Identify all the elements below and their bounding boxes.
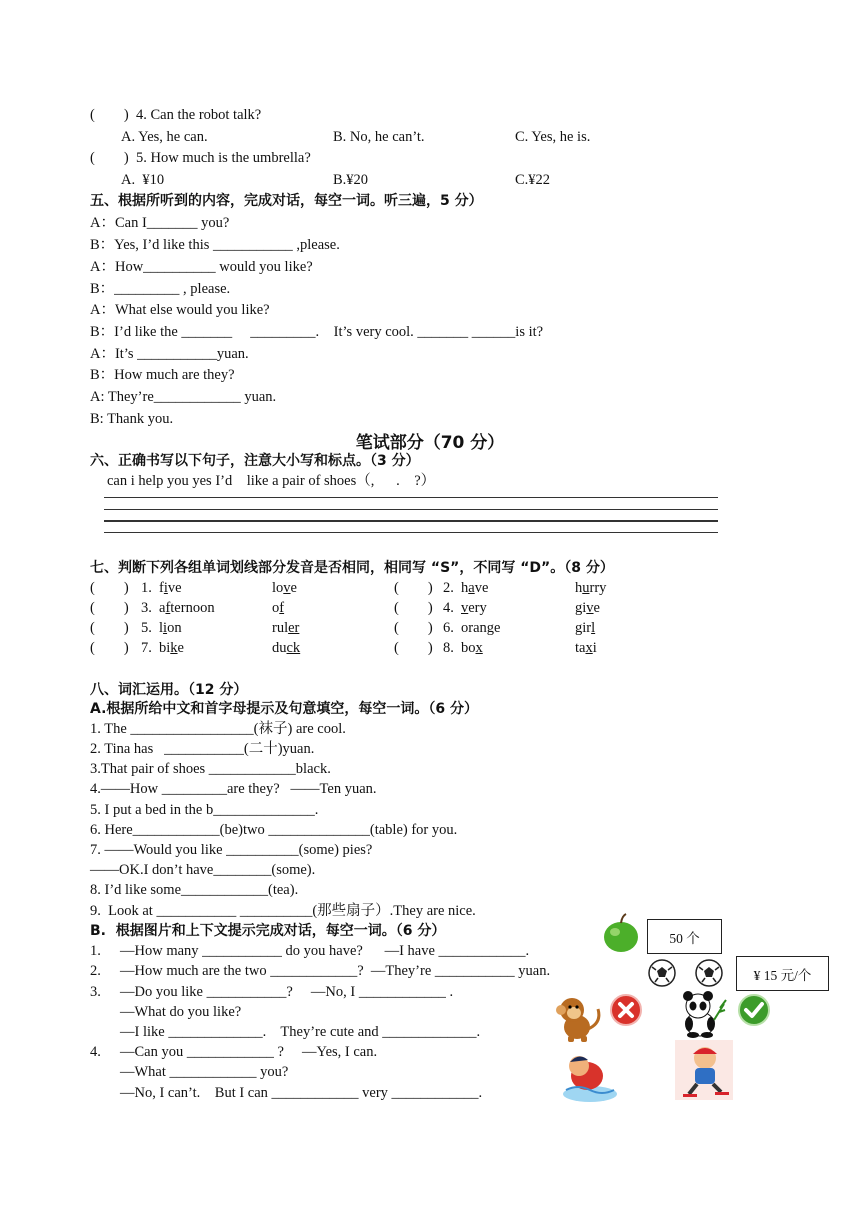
item-number: 5. — [141, 620, 152, 636]
item-number: 3. — [141, 600, 152, 616]
word-b — [272, 639, 300, 657]
word-a — [159, 579, 182, 597]
dialog-line: —No, I can’t. But I can ____________ very ____________. — [120, 1085, 483, 1101]
word-part: ta — [575, 640, 586, 656]
dialog-line: B: Thank you. — [90, 411, 174, 427]
apple-count-box: 50 个 — [647, 919, 722, 954]
q4-stem: 4. Can the robot talk? — [136, 107, 262, 123]
dialog-number: 1. — [90, 943, 101, 959]
word-part: o — [272, 600, 280, 616]
word-b — [272, 619, 299, 637]
word-part: bi — [159, 640, 171, 656]
section8-title: 八、词汇运用。（12 分） — [90, 682, 248, 698]
part-b-title: B. 根据图片和上下文提示完成对话，每空一词。（6 分） — [90, 923, 446, 939]
fill-in-item: 8. I’d like some____________(tea). — [90, 882, 299, 898]
q5-paren[interactable]: ( ) — [90, 150, 129, 166]
fill-in-item: 4.——How _________are they? ——Ten yuan. — [90, 781, 377, 797]
dialog-line: B：How much are they? — [90, 367, 235, 383]
written-part-title: 笔试部分（70 分） — [355, 433, 505, 453]
section5-title: 五、根据所听到的内容，完成对话，每空一词。听三遍，5 分） — [90, 193, 483, 209]
writing-line[interactable] — [104, 509, 718, 510]
writing-line[interactable] — [104, 497, 718, 498]
check-mark-icon — [737, 993, 771, 1027]
underlined-letters: i — [163, 580, 168, 596]
word-part: ternoon — [170, 600, 215, 616]
dialog-line: A：How__________ would you like? — [90, 259, 313, 275]
underlined-letters: k — [170, 640, 178, 656]
panda-icon — [676, 990, 728, 1038]
word-b — [575, 619, 595, 637]
dialog-line: —Do you like ___________? —No, I ____________ . — [120, 984, 454, 1000]
q4-option-b: B. No, he can’t. — [333, 129, 425, 145]
section6-sentence: can i help you yes I’d like a pair of shoes（, . ?） — [107, 473, 436, 489]
underlined-letters: x — [585, 640, 593, 656]
dialog-line: —I like _____________. They’re cute and _____________. — [120, 1024, 481, 1040]
q5-option-b: B.¥20 — [333, 172, 369, 188]
q5-option-c: C.¥22 — [515, 172, 551, 188]
word-a — [159, 619, 182, 637]
fill-in-item: 1. The _________________(袜子) are cool. — [90, 721, 346, 737]
dialog-line: A：It’s ___________yuan. — [90, 346, 249, 362]
underlined-letters: v — [586, 600, 594, 616]
word-b — [272, 599, 284, 617]
word-b — [575, 579, 606, 597]
word-a — [461, 619, 500, 637]
skating-boy-icon — [675, 1040, 733, 1100]
word-part: lo — [272, 580, 284, 596]
q4-paren[interactable]: ( ) — [90, 107, 129, 123]
word-part: gir — [575, 620, 592, 636]
word-part: gi — [575, 600, 587, 616]
dialog-line: A: They’re____________ yuan. — [90, 389, 277, 405]
word-part: orange — [461, 620, 501, 636]
underlined-letters: ck — [286, 640, 301, 656]
word-part: rry — [589, 580, 607, 596]
word-part: i — [592, 640, 597, 656]
apple-icon — [600, 912, 642, 954]
answer-blank[interactable]: ( ) — [394, 600, 433, 616]
dialog-line: A：Can I_______ you? — [90, 215, 230, 231]
dialog-line: —What do you like? — [120, 1004, 242, 1020]
word-a — [461, 639, 483, 657]
fill-in-item: 7. ——Would you like __________(some) pies? — [90, 842, 373, 858]
word-part: bo — [461, 640, 476, 656]
word-part: h — [461, 580, 469, 596]
underlined-letters: f — [279, 600, 285, 616]
ball-price-box: ¥ 15 元/个 — [736, 956, 829, 991]
underlined-letters: f — [165, 600, 171, 616]
dialog-line: —Can you ____________ ? —Yes, I can. — [120, 1044, 378, 1060]
dialog-number: 2. — [90, 963, 101, 979]
monkey-icon — [548, 993, 606, 1043]
item-number: 8. — [443, 640, 454, 656]
word-part: l — [159, 620, 164, 636]
dialog-number: 3. — [90, 984, 101, 1000]
item-number: 1. — [141, 580, 152, 596]
soccer-ball-icon — [694, 958, 724, 988]
word-b — [272, 579, 297, 597]
q5-option-a: A. ¥10 — [121, 172, 165, 188]
answer-blank[interactable]: ( ) — [394, 620, 433, 636]
answer-blank[interactable]: ( ) — [90, 600, 129, 616]
underlined-letters: u — [582, 580, 590, 596]
q4-option-c: C. Yes, he is. — [515, 129, 591, 145]
underlined-letters: l — [591, 620, 596, 636]
answer-blank[interactable]: ( ) — [90, 640, 129, 656]
dialog-line: —What ____________ you? — [120, 1064, 289, 1080]
fill-in-item: 6. Here____________(be)two ______________(table) for you. — [90, 822, 458, 838]
underlined-letters: i — [163, 620, 168, 636]
q4-option-a: A. Yes, he can. — [121, 129, 208, 145]
item-number: 6. — [443, 620, 454, 636]
answer-blank[interactable]: ( ) — [90, 620, 129, 636]
word-part: e — [290, 580, 297, 596]
word-part: ery — [468, 600, 487, 616]
fill-in-item: 5. I put a bed in the b______________. — [90, 802, 319, 818]
underlined-letters: er — [288, 620, 300, 636]
soccer-ball-icon — [647, 958, 677, 988]
word-part: e — [593, 600, 600, 616]
word-b — [575, 599, 600, 617]
word-part: rul — [272, 620, 289, 636]
word-b — [575, 639, 597, 657]
section6-title: 六、正确书写以下句子，注意大小写和标点。（3 分） — [90, 453, 420, 469]
word-part: ve — [474, 580, 489, 596]
fill-in-item: ——OK.I don’t have________(some). — [90, 862, 316, 878]
writing-line[interactable] — [104, 532, 718, 533]
underlined-letters: v — [461, 600, 469, 616]
dialog-line: A：What else would you like? — [90, 302, 270, 318]
cross-mark-icon — [609, 993, 643, 1027]
word-part: a — [159, 600, 166, 616]
fill-in-item: 9. Look at ___________ __________(那些扇子）.They are nice. — [90, 903, 476, 919]
answer-blank[interactable]: ( ) — [394, 640, 433, 656]
dialog-line: B：_________ , please. — [90, 281, 231, 297]
fill-in-item: 2. Tina has ___________(二十)yuan. — [90, 741, 315, 757]
writing-line[interactable] — [104, 520, 718, 522]
word-a — [461, 579, 488, 597]
word-a — [461, 599, 487, 617]
word-part: f — [159, 580, 164, 596]
section7-title: 七、判断下列各组单词划线部分发音是否相同，相同写 “S”，不同写 “D”。（8 分） — [90, 560, 614, 576]
dialog-line: —How much are the two ____________? —They’re ___________ yuan. — [120, 963, 551, 979]
fill-in-item: 3.That pair of shoes ____________black. — [90, 761, 331, 777]
swimming-boy-icon — [560, 1046, 618, 1104]
underlined-letters: v — [283, 580, 291, 596]
dialog-number: 4. — [90, 1044, 101, 1060]
q5-stem: 5. How much is the umbrella? — [136, 150, 311, 166]
word-part: du — [272, 640, 287, 656]
underlined-letters: a — [468, 580, 475, 596]
word-part: ve — [167, 580, 182, 596]
item-number: 4. — [443, 600, 454, 616]
item-number: 2. — [443, 580, 454, 596]
dialog-line: —How many ___________ do you have? —I have ____________. — [120, 943, 530, 959]
word-a — [159, 599, 215, 617]
dialog-line: B：I’d like the _______ _________. It’s very cool. _______ ______is it? — [90, 324, 544, 340]
word-part: h — [575, 580, 583, 596]
dialog-line: B：Yes, I’d like this ___________ ,please. — [90, 237, 340, 253]
word-a — [159, 639, 184, 657]
item-number: 7. — [141, 640, 152, 656]
answer-blank[interactable]: ( ) — [90, 580, 129, 596]
underlined-letters: x — [475, 640, 483, 656]
word-part: e — [177, 640, 184, 656]
answer-blank[interactable]: ( ) — [394, 580, 433, 596]
part-a-title: A.根据所给中文和首字母提示及句意填空，每空一词。（6 分） — [90, 701, 479, 717]
word-part: on — [167, 620, 182, 636]
